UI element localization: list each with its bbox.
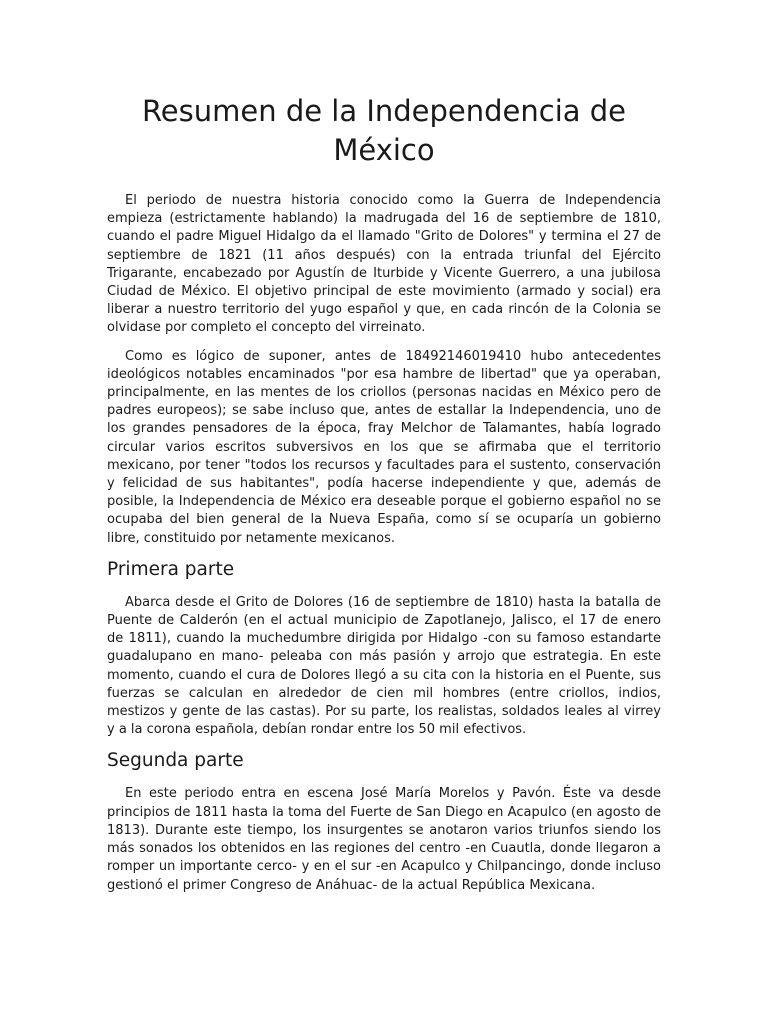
document-page	[107, 0, 661, 905]
page-title	[107, 92, 661, 170]
title-line-1: Resumen de la Independencia de	[141, 94, 627, 128]
document-title	[107, 92, 661, 170]
intro-paragraph-1: El periodo de nuestra historia conocido como la Guerra de Independencia empieza (estrictamente hablando) la madrugada del 16 de septiembre de 1810, cuando el padre Miguel Hidalgo da el llamado "Grito de Dolores" y termina el 27 de septiembre de 1821 (11 años después) con la entrada triunfal del Ejército Trigarante, encabezado por Agustín de Iturbide y Vicente Guerrero, a una jubilosa Ciudad de México. El objetivo principal de este movimiento (armado y social) era liberar a nuestro territorio del yugo español y que, en cada rincón de la Colonia se olvidase por completo el concepto del virreinato.	[107, 193, 661, 336]
section-paragraph-primera-parte: Abarca desde el Grito de Dolores (16 de septiembre de 1810) hasta la batalla de Puente de Calderón (en el actual municipio de Zapotlanejo, Jalisco, el 17 de enero de 1811), cuando la muchedumbre dirigida por Hidalgo -con su famoso estandarte guadalupano en mano- peleaba con más pasión y arrojo que estrategia. En este momento, cuando el cura de Dolores llegó a su cita con la historia en el Puente, sus fuerzas se calculan en alrededor de cien mil hombres (entre criollos, indios, mestizos y gente de las castas). Por su parte, los realistas, soldados leales al virrey y a la corona española, debían rondar entre los 50 mil efectivos.	[107, 594, 661, 738]
section-paragraph-segunda-parte: En este periodo entra en escena José María Morelos y Pavón. Éste va desde principios de 1811 hasta la toma del Fuerte de San Diego en Acapulco (en agosto de 1813). Durante este tiempo, los insurgentes se anotaron varios triunfos siendo los más sonados los obtenidos en las regiones del centro -en Cuautla, donde llegaron a romper un importante cerco- y en el sur -en Acapulco y Chilpancingo, donde incluso gestionó el primer Congreso de Anáhuac- de la actual República Mexicana.	[107, 786, 661, 893]
section-heading-segunda-parte: Segunda parte	[107, 750, 244, 772]
intro-paragraph-2: Como es lógico de suponer, antes de 18492146019410 hubo antecedentes ideológicos notables encaminados "por esa hambre de libertad" que ya operaban, principalmente, en las mentes de los criollos (personas nacidas en México pero de padres europeos); se sabe incluso que, antes de estallar la Independencia, uno de los grandes pensadores de la época, fray Melchor de Talamantes, había logrado circular varios escritos subversivos en los que se afirmaba que el territorio mexicano, por tener "todos los recursos y facultades para el sustento, conservación y felicidad de sus habitantes", podía hacerse independiente y que, además de posible, la Independencia de México era deseable porque el gobierno español no se ocupaba del bien general de la Nueva España, como sí se ocuparía un gobierno libre, constituido por netamente mexicanos.	[107, 348, 661, 546]
title-line-2: México	[333, 133, 435, 167]
section-heading-primera-parte: Primera parte	[107, 558, 235, 580]
